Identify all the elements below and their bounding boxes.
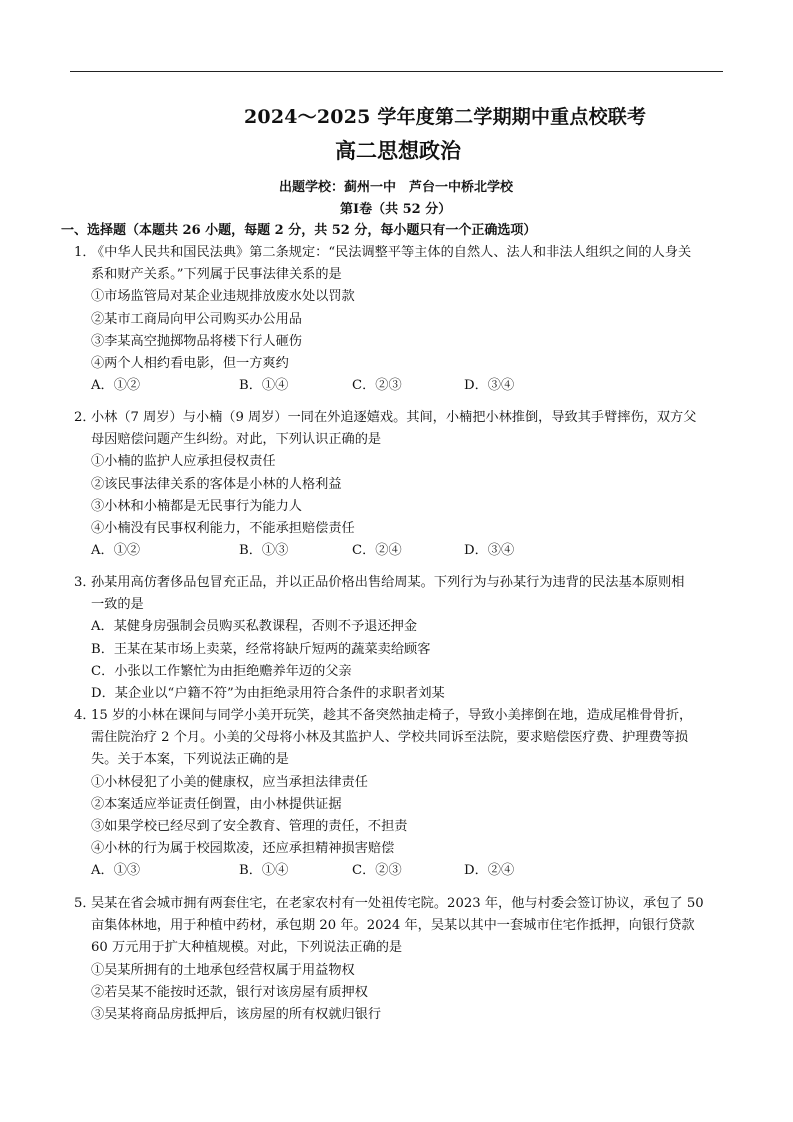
answer-option[interactable]: C．②④	[352, 543, 402, 559]
statement-item: ②若吴某不能按时还款，银行对该房屋有质押权	[91, 984, 368, 1000]
statement-item: ①市场监管局对某企业违规排放废水处以罚款	[91, 289, 355, 305]
statement-item: ②某市工商局向甲公司购买办公用品	[91, 311, 302, 327]
statement-item: ③如果学校已经尽到了安全教育、管理的责任，不担责	[91, 819, 408, 834]
statement-item: ③李某高空抛掷物品将楼下行人砸伤	[91, 333, 302, 349]
question-stem-line: 孙某用高仿奢侈品包冒充正品，并以正品价格出售给周某。下列行为与孙某行为违背的民法基本原则相	[91, 575, 685, 590]
question-stem-line: 系和财产关系。”下列属于民事法律关系的是	[91, 267, 342, 283]
question-stem-line: 一致的是	[91, 597, 144, 613]
question-stem-line: 小林（7 周岁）与小楠（9 周岁）一同在外追逐嬉戏。其间，小楠把小林推倒，导致其手臂摔伤，双方父	[91, 410, 697, 425]
answer-option[interactable]: A．①②	[91, 543, 141, 559]
answer-option[interactable]: B．①③	[239, 543, 289, 559]
question-number: 5．	[74, 896, 96, 911]
question-stem-line: 需住院治疗 2 个月。小美的父母将小林及其监护人、学校共同诉至法院，要求赔偿医疗费、护理费等损	[91, 730, 689, 746]
subject-title: 高二思想政治	[335, 138, 461, 163]
answer-option[interactable]: B．①④	[239, 863, 289, 879]
statement-item: ④小林的行为属于校园欺凌，还应承担精神损害赔偿	[91, 841, 395, 857]
exam-title: 2024～2025 学年度第二学期期中重点校联考	[244, 106, 647, 128]
answer-option[interactable]: D．②④	[464, 863, 515, 879]
question-number: 2．	[74, 410, 96, 425]
header-rule	[70, 71, 723, 72]
answer-option[interactable]: A．①②	[91, 378, 141, 394]
answer-choice: D．某企业以“户籍不符”为由拒绝录用符合条件的求职者刘某	[91, 686, 445, 701]
statement-item: ④两个人相约看电影，但一方爽约	[91, 356, 289, 371]
answer-option[interactable]: A．①③	[91, 863, 141, 879]
question-stem-line: 15 岁的小林在课间与同学小美开玩笑，趁其不备突然抽走椅子，导致小美摔倒在地，造成尾椎骨骨折，	[91, 708, 693, 723]
question-stem-line: 60 万元用于扩大种植规模。对此，下列说法正确的是	[91, 940, 403, 956]
answer-choice: A．某健身房强制会员购买私教课程，否则不予退还押金	[91, 619, 418, 635]
question-stem-line: 《中华人民共和国民法典》第二条规定：“民法调整平等主体的自然人、法人和非法人组织之间的人身关	[91, 245, 692, 260]
statement-item: ①小林侵犯了小美的健康权，应当承担法律责任	[91, 774, 368, 790]
statement-item: ①吴某所拥有的土地承包经营权属于用益物权	[91, 962, 355, 978]
question-setter-schools: 出题学校：蓟州一中 芦台一中桥北学校	[279, 180, 514, 195]
question-number: 3．	[74, 575, 96, 590]
section-heading: 一、选择题（本题共 26 小题，每题 2 分，共 52 分，每小题只有一个正确选项）	[61, 223, 537, 238]
statement-item: ②本案适应举证责任倒置，由小林提供证据	[91, 796, 342, 812]
question-stem-line: 吴某在省会城市拥有两套住宅，在老家农村有一处祖传宅院。2023 年，他与村委会签订协议，承包了 50	[91, 896, 704, 911]
answer-choice: B．王某在某市场上卖菜，经常将缺斤短两的蔬菜卖给顾客	[91, 641, 431, 657]
answer-option[interactable]: C．②③	[352, 378, 402, 394]
question-stem-line: 失。关于本案，下列说法正确的是	[91, 752, 289, 768]
statement-item: ④小楠没有民事权利能力，不能承担赔偿责任	[91, 521, 355, 536]
answer-option[interactable]: C．②③	[352, 863, 402, 879]
statement-item: ①小楠的监护人应承担侵权责任	[91, 454, 276, 470]
answer-choice: C．小张以工作繁忙为由拒绝赡养年迈的父亲	[91, 663, 352, 679]
answer-option[interactable]: B．①④	[239, 378, 289, 394]
statement-item: ③小林和小楠都是无民事行为能力人	[91, 498, 302, 514]
question-stem-line: 母因赔偿问题产生纠纷。对此，下列认识正确的是	[91, 432, 382, 448]
volume-heading: 第Ⅰ卷（共 52 分）	[340, 202, 452, 217]
answer-option[interactable]: D．③④	[464, 378, 515, 394]
statement-item: ③吴某将商品房抵押后，该房屋的所有权就归银行	[91, 1007, 382, 1022]
statement-item: ②该民事法律关系的客体是小林的人格利益	[91, 476, 342, 492]
question-number: 4．	[74, 708, 96, 723]
question-stem-line: 亩集体林地，用于种植中药材，承包期 20 年。2024 年，吴某以其中一套城市住宅作抵押，向银行贷款	[91, 918, 695, 934]
question-number: 1．	[74, 245, 96, 260]
answer-option[interactable]: D．③④	[464, 543, 515, 559]
